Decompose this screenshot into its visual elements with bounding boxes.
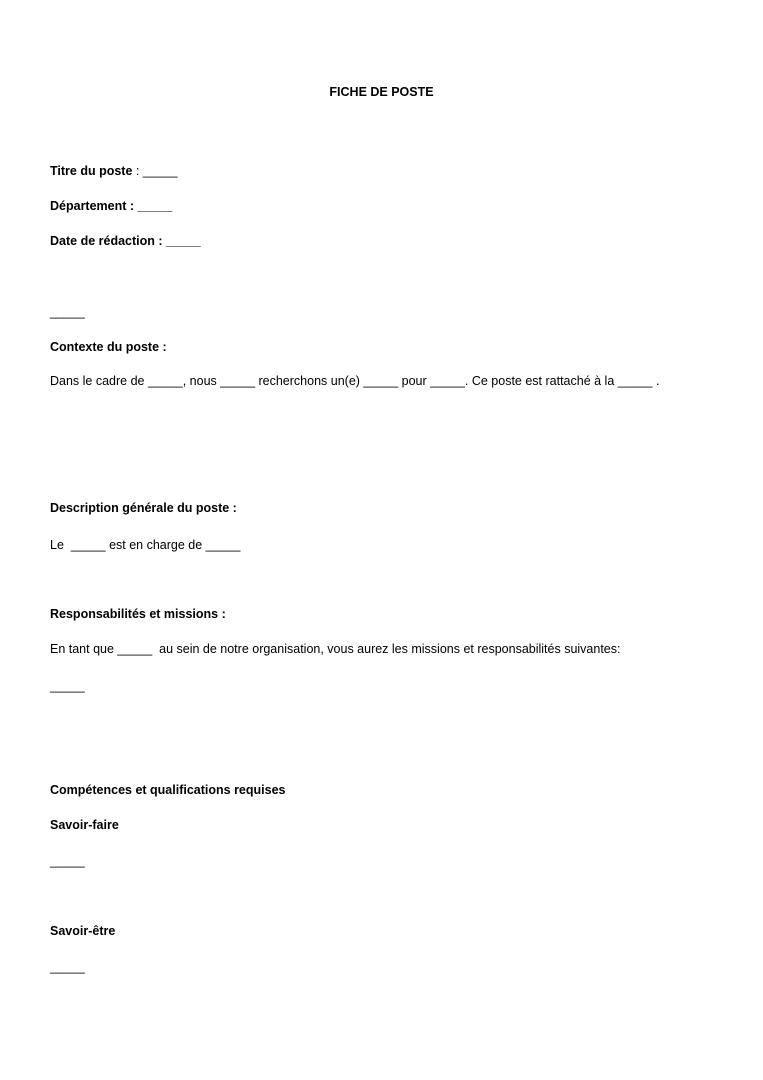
job-title-label: Titre du poste: [50, 164, 133, 178]
responsibilities-paragraph: En tant que _____ au sein de notre organisation, vous aurez les missions et responsabilités suivantes:: [50, 642, 621, 656]
savoir-faire-heading: Savoir-faire: [50, 818, 119, 832]
job-title-value: : _____: [132, 164, 178, 178]
responsibilities-heading: Responsabilités et missions :: [50, 607, 226, 621]
responsibilities-blank: _____: [50, 679, 85, 693]
description-paragraph: Le _____ est en charge de _____: [50, 538, 241, 552]
job-title-field: [50, 163, 178, 179]
savoir-faire-blank: _____: [50, 854, 85, 868]
context-paragraph: Dans le cadre de _____, nous _____ recherchons un(e) _____ pour _____. Ce poste est rattaché à la _____ .: [50, 374, 660, 388]
savoir-etre-blank: _____: [50, 960, 85, 974]
document-title: FICHE DE POSTE: [329, 85, 434, 99]
skills-heading: Compétences et qualifications requises: [50, 783, 286, 797]
description-heading: Description générale du poste :: [50, 501, 237, 515]
blank-line: _____: [50, 305, 85, 319]
savoir-etre-heading: Savoir-être: [50, 924, 116, 938]
context-heading: Contexte du poste :: [50, 340, 167, 354]
department-field: Département : _____: [50, 199, 173, 213]
date-field: Date de rédaction : _____: [50, 234, 201, 248]
